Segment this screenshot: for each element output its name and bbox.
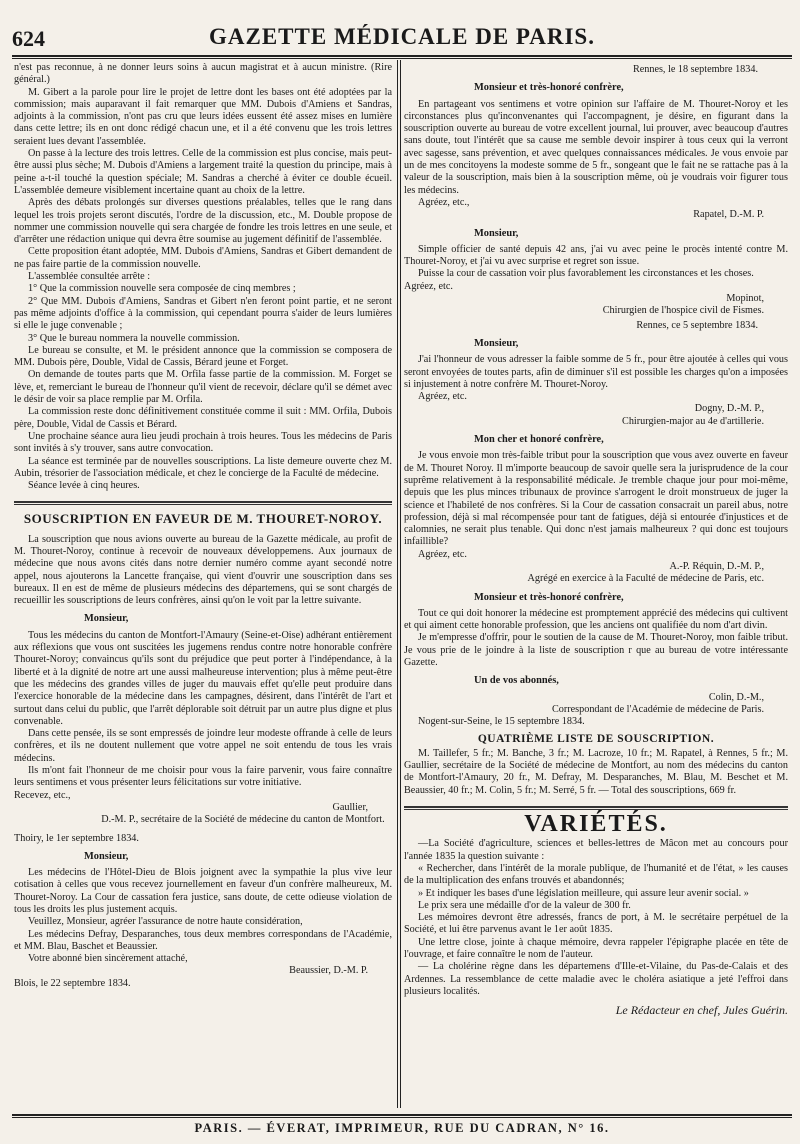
signature: Mopinot,	[726, 293, 764, 305]
paragraph: La souscription que nous avions ouverte au bureau de la Gazette médicale, au profit de M. Thouret-Noroy, continue à recevoir de nouveaux développemens. Aux journaux de médecine que nous avons cités dans notre dernier numéro comme ayant secondé notre appel, nous ajouterons la Lancette française, qui vient d'ouvrir une souscription dans ses bureaux. Il en est de même de plusieurs médecins des départemens, qui se sont chargés de recueillir les souscriptions de leurs confrères, ainsi qu'on le voit par la lettre suivante.	[14, 533, 392, 607]
salutation: Monsieur,	[474, 337, 519, 349]
paragraph: —La Société d'agriculture, sciences et belles-lettres de Mâcon met au concours pour l'année 1835 la question suivante :	[404, 838, 788, 862]
paragraph: L'assemblée consultée arrête :	[28, 271, 151, 283]
paragraph: Simple officier de santé depuis 42 ans, j'ai vu avec peine le procès intenté contre M. Thouret-Noroy, et j'ai vu avec surprise et regret son issue.	[404, 243, 788, 268]
closing: Agréez, etc.	[418, 391, 467, 403]
closing: Agréez, etc.,	[418, 196, 470, 208]
left-column	[14, 62, 392, 1108]
salutation: Monsieur,	[474, 227, 519, 239]
printer-imprint: PARIS. — ÉVERAT, IMPRIMEUR, RUE DU CADRAN, N° 16.	[194, 1121, 610, 1135]
paragraph: Séance levée à cinq heures.	[28, 480, 140, 492]
paragraph: » Et indiquer les bases d'une législation meilleure, qui assure leur avenir social. »	[418, 887, 749, 899]
signature: Gaullier,	[332, 801, 368, 813]
closing: Agréez, etc.	[404, 280, 453, 292]
meeting-report	[14, 62, 392, 492]
closing: Un de vos abonnés,	[474, 675, 559, 687]
paragraph: En partageant vos sentimens et votre opinion sur l'affaire de M. Thouret-Noroy et les circonstances plus qu'inconvenantes qui l'accompagnent, je désire, en figurant dans la souscription ouverte au bureau de votre excellent journal, lui prouver, avec beaucoup d'autres sans doute, tout l'intérêt que sa cause me semble devoir inspirer à tous ceux qui la verront avec sagesse, sans prévention, et avec quelques connaissances médicales. Je vous envoie par un de mes concitoyens la modeste somme de 5 fr., songeant que le fait ne se rattache pas à la valeur de la souscription, mais bien à la souscription même, où je voudrais voir figurer tous les médecins.	[404, 98, 788, 196]
column-divider	[397, 60, 401, 1108]
subscription-list: M. Taillefer, 5 fr.; M. Banche, 3 fr.; M. Lacroze, 10 fr.; M. Rapatel, à Rennes, 5 fr.; M. Gaullier, secrétaire de la Société de médecine de Montfort, au nom des médecins du canton de Montfort-l'Amaury, 20 fr., M. Defray, M. Desparanches, M. Blau, M. Beschet et M. Beaussier, 40 fr.; M. Colin, 5 fr.; M. Serré, 5 fr. — Total des souscriptions, 669 fr.	[404, 747, 788, 796]
paragraph: M. Gibert a la parole pour lire le projet de lettre dont les bases ont été adoptées par la commission; mais auparavant il fait remarquer que MM. Dubois d'Amiens et Sandras, adjoints à la commission, n'ont pas cru que leurs idées eussent été assez mises en lumière dans cette lettre; ils en ont donc rédigé chacun une, et il a été convenu que les trois lettres seraient lues devant l'assemblée.	[14, 86, 392, 147]
signature: Beaussier, D.-M. P.	[289, 965, 368, 977]
paragraph: La séance est terminée par de nouvelles souscriptions. La liste demeure ouverte chez M. Aubin, trésorier de l'association médicale, et chez le concierge de la Faculté de médecine.	[14, 455, 392, 479]
varietes-heading: VARIÉTÉS.	[524, 811, 668, 838]
paragraph: « Rechercher, dans l'intérêt de la morale publique, de l'humanité et de l'état, » les causes de la multiplication des enfans trouvés et abandonnés;	[404, 862, 788, 887]
paragraph: Tout ce qui doit honorer la médecine est promptement apprécié des médecins qui cultivent et qui aiment cette honorable profession, que les anciens ont qualifiée du nom d'art divin.	[404, 607, 788, 632]
paragraph: Votre abonné bien sincèrement attaché,	[28, 953, 188, 965]
right-column	[404, 62, 788, 1108]
paragraph: Les médecins de l'Hôtel-Dieu de Blois joignent avec la sympathie la plus vive leur cotisation à celles que vous recevez journellement en faveur d'un confrère malheureux, M. Thouret-Noroy. La Cour de cassation fera justice, sans doute, de cette odieuse violation de tous les droits les plus justement acquis.	[14, 867, 392, 915]
signature-title: Agrégé en exercice à la Faculté de médecine de Paris, etc.	[527, 573, 764, 585]
page-title: GAZETTE MÉDICALE DE PARIS.	[209, 24, 595, 49]
signature: A.-P. Réquin, D.-M. P.,	[669, 560, 764, 572]
paragraph: n'est pas reconnue, à ne donner leurs soins à aucun magistrat et à aucun ministre. (Rire général.)	[14, 62, 392, 86]
dateline: Blois, le 22 septembre 1834.	[14, 977, 131, 989]
signature-title: D.-M. P., secrétaire de la Société de médecine du canton de Montfort.	[101, 814, 385, 826]
dateline: Rennes, ce 5 septembre 1834.	[636, 319, 758, 331]
salutation: Monsieur,	[84, 850, 129, 862]
page-footer	[12, 1114, 792, 1138]
signature-title: Correspondant de l'Académie de médecine de Paris.	[551, 703, 764, 715]
section-rule	[404, 806, 788, 810]
paragraph: Les mémoires devront être adressés, francs de port, à M. le secrétaire perpétuel de la Société, et lui être parvenus avant le 1er août 1835.	[404, 912, 788, 936]
paragraph: 2° Que MM. Dubois d'Amiens, Sandras et Gibert n'en feront point partie, et ne seront pas même adjoints d'office à la commission, qui cependant pourra s'aider de leurs lumières si elle le juge convenable ;	[14, 295, 392, 332]
paragraph: Une prochaine séance aura lieu jeudi prochain à trois heures. Tous les médecins de Paris sont invités à s'y trouver, sans autre convocation.	[14, 430, 392, 455]
page-number: 624	[12, 26, 45, 51]
closing: Agréez, etc.	[418, 548, 467, 560]
dateline: Rennes, le 18 septembre 1834.	[632, 64, 758, 75]
paragraph: Après des débats prolongés sur diverses questions préalables, telles que le rang dans lequel les trois projets seront discutés, l'ordre de la discussion, etc., M. Double propose de nommer une commission nouvelle qui sera chargée de fondre les trois lettres en une seule, et d'arrêter une rédaction unique qui devra être soumise au jugement définitif de l'assemblée.	[14, 197, 392, 246]
section-heading: SOUSCRIPTION EN FAVEUR DE M. THOURET-NOROY.	[23, 511, 383, 527]
paragraph: Le bureau se consulte, et M. le président annonce que la commission se composera de MM. Dubois père, Double, Vidal de Cassis, Bérard jeune et Forget.	[14, 344, 392, 369]
list-heading: QUATRIÈME LISTE DE SOUSCRIPTION.	[477, 732, 715, 745]
signature: Rapatel, D.-M. P.	[693, 209, 764, 221]
paragraph: On demande de toutes parts que M. Orfila fasse partie de la commission. M. Forget se lève, et, remerciant le bureau de l'honneur qu'il vient de recevoir, déclare qu'il se démet avec le désir de voir sa place remplie par M. Orfila.	[14, 369, 392, 406]
section-rule	[14, 501, 392, 505]
paragraph: La commission reste donc définitivement constituée comme il suit : MM. Orfila, Dubois père, Double, Vidal de Cassis et Bérard.	[14, 406, 392, 430]
footer-rule	[12, 1114, 792, 1118]
header-rule	[12, 55, 792, 59]
paragraph: 3° Que le bureau nommera la nouvelle commission.	[28, 332, 240, 344]
paragraph: Tous les médecins du canton de Montfort-l'Amaury (Seine-et-Oise) adhérant entièrement aux réflexions que vous ont suscitées les jugemens rendus contre notre honorable confrère Thouret-Noroy; convaincus qu'ils sont du préjudice que peut porter à l'indépendance, à la liberté et à la dignité de notre art une aussi malheureuse intervention; plus à même peut-être que les médecins des grandes villes de juger du mauvais effet qu'elle peut produire dans l'exercice honorable de la médecine dans les campagnes, désirent, dans l'intérêt de l'art et surtout dans celui du public, que l'arrêt déplorable soit détruit par un autre plus digne et plus convenable.	[14, 629, 392, 727]
dateline: Nogent-sur-Seine, le 15 septembre 1834.	[418, 716, 585, 728]
paragraph: Veuillez, Monsieur, agréer l'assurance de notre haute considération,	[28, 916, 303, 928]
paragraph: Une lettre close, jointe à chaque mémoire, devra rappeler l'épigraphe placée en tête de l'ouvrage, et faire connaître le nom de l'auteur.	[404, 936, 788, 960]
salutation: Monsieur et très-honoré confrère,	[474, 591, 624, 603]
paragraph: Je m'empresse d'offrir, pour le soutien de la cause de M. Thouret-Noroy, mon faible tribut. Je vous prie de le joindre à la liste de souscription r que au bureau de votre intéressante Gazette.	[404, 632, 788, 669]
paragraph: J'ai l'honneur de vous adresser la faible somme de 5 fr., pour être ajoutée à celles qui vous seront envoyées de toutes parts, afin de diminuer s'il est possible les charges qu'on a imposées si injustement à notre confrère M. Thouret-Noroy.	[404, 354, 788, 390]
signature-title: Chirurgien-major au 4e d'artillerie.	[622, 415, 764, 427]
signature-title: Chirurgien de l'hospice civil de Fismes.	[602, 305, 764, 317]
editor-signature: Le Rédacteur en chef, Jules Guérin.	[615, 1003, 788, 1018]
paragraph: 1° Que la commission nouvelle sera composée de cinq membres ;	[28, 283, 296, 295]
dateline: Thoiry, le 1er septembre 1834.	[14, 832, 139, 844]
paragraph: Cette proposition étant adoptée, MM. Dubois d'Amiens, Sandras et Gibert demandent de ne pas faire partie de la commission nouvelle.	[14, 246, 392, 270]
page-header	[12, 26, 792, 52]
signature: Colin, D.-M.,	[708, 691, 764, 703]
paragraph: Ils m'ont fait l'honneur de me choisir pour vous la faire parvenir, vous faire connaître leurs sentimens et vous présenter leurs félicitations sur votre initiative.	[14, 765, 392, 789]
paragraph: Les médecins Defray, Desparanches, tous deux membres correspondans de l'Académie, et MM. Blau, Baschet et Beaussier.	[14, 928, 392, 952]
paragraph: Le prix sera une médaille d'or de la valeur de 300 fr.	[418, 899, 631, 911]
paragraph: Dans cette pensée, ils se sont empressés de joindre leur modeste offrande à celle de leurs confrères, et ils ne doutent nullement que votre appel ne soit entendu de tous les vrais médecins.	[14, 728, 392, 764]
signature: Dogny, D.-M. P.,	[694, 403, 764, 415]
salutation: Monsieur,	[84, 613, 129, 625]
paragraph: Puisse la cour de cassation voir plus favorablement les circonstances et les choses.	[418, 268, 754, 280]
paragraph: Je vous envoie mon très-faible tribut pour la souscription que vous avez ouverte en faveur de M. Thouret Noroy. Il m'importe beaucoup de savoir quelle sera la jurisprudence de la cour suprême relativement à la responsabilité médicale. Je tremble chaque jour pour moi-même, depuis que les plus minces tribunaux de province s'arrogent le droit monstrueux de juger la science et l'habileté de nos confrères. Si la Cour de cassation consacrait un pareil abus, notre profession, déjà si mal récompensée pour tant de fatigues, déjà si entourée d'injustices et de calomnies, ne serait plus tenable. Qui donc n'est jamais malheureux ? qui donc est toujours infaillible?	[404, 450, 788, 548]
closing: Recevez, etc.,	[14, 789, 71, 801]
paragraph: On passe à la lecture des trois lettres. Celle de la commission est plus concise, mais peut-être aussi plus sèche; M. Dubois d'Amiens a largement traité la question du principe, mais à peine a-t-il touché la question spéciale; M. Sandras a cherché à éviter ce double écueil. L'assemblée demeure visiblement incertaine quant au choix de la lettre.	[14, 148, 392, 196]
paragraph: — La cholérine règne dans les départemens d'Ille-et-Vilaine, du Pas-de-Calais et des Ardennes. La ressemblance de cette maladie avec le choléra asiatique a jeté l'effroi dans plusieurs localités.	[404, 961, 788, 997]
salutation: Mon cher et honoré confrère,	[474, 434, 604, 446]
salutation: Monsieur et très-honoré confrère,	[474, 82, 624, 94]
